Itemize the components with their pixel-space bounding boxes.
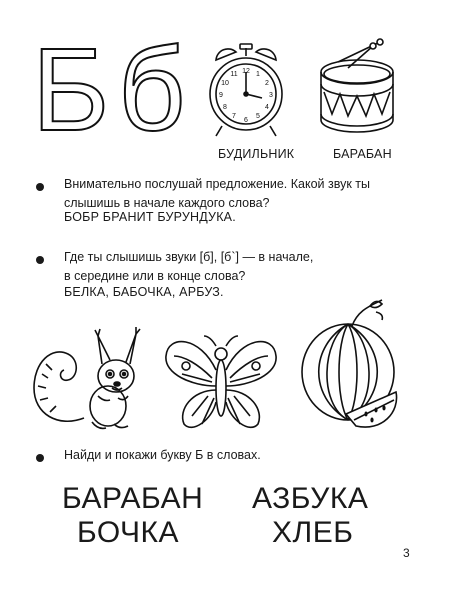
svg-text:3: 3 bbox=[269, 92, 273, 99]
task3-instruction: Найди и покажи букву Б в словах. bbox=[64, 448, 261, 462]
task1-question bbox=[64, 175, 370, 213]
svg-text:7: 7 bbox=[232, 113, 236, 120]
word-2: АЗБУКА bbox=[252, 482, 369, 515]
label-drum: БАРАБАН bbox=[333, 147, 392, 161]
task2-words: БЕЛКА, БАБОЧКА, АРБУЗ. bbox=[64, 285, 224, 299]
letter-b-uppercase: Б bbox=[32, 24, 110, 156]
svg-text:10: 10 bbox=[221, 80, 229, 87]
task2-question bbox=[64, 248, 313, 286]
task2-line1: Где ты слышишь звуки [б], [б`] — в начале, bbox=[64, 250, 314, 264]
bullet bbox=[36, 454, 44, 462]
svg-text:4: 4 bbox=[265, 104, 269, 111]
bullet bbox=[36, 256, 44, 264]
word-4: ХЛЕБ bbox=[272, 516, 354, 549]
task1-line1: Внимательно послушай предложение. Какой звук ты bbox=[64, 177, 370, 191]
letter-b-outlined bbox=[32, 24, 212, 156]
svg-text:6: 6 bbox=[244, 117, 248, 124]
squirrel-icon bbox=[28, 318, 146, 436]
task1-line2: слышишь в начале каждого слова? bbox=[64, 196, 270, 210]
letter-b-lowercase: б bbox=[118, 24, 186, 156]
task1-sentence: БОБР БРАНИТ БУРУНДУКА. bbox=[64, 210, 236, 224]
svg-text:8: 8 bbox=[223, 104, 227, 111]
svg-text:2: 2 bbox=[265, 80, 269, 87]
page-number: 3 bbox=[403, 546, 410, 560]
alarm-clock-icon bbox=[202, 42, 290, 138]
svg-text:11: 11 bbox=[230, 71, 238, 78]
svg-text:1: 1 bbox=[256, 71, 260, 78]
label-alarm-clock: БУДИЛЬНИК bbox=[218, 147, 295, 161]
drum-icon bbox=[318, 40, 396, 132]
svg-text:9: 9 bbox=[219, 92, 223, 99]
task2-line2: в середине или в конце слова? bbox=[64, 269, 246, 283]
svg-text:5: 5 bbox=[256, 113, 260, 120]
word-3: БОЧКА bbox=[77, 516, 180, 549]
watermelon-icon bbox=[296, 296, 414, 436]
butterfly-icon bbox=[162, 334, 280, 432]
svg-text:12: 12 bbox=[242, 68, 250, 75]
bullet bbox=[36, 183, 44, 191]
word-1: БАРАБАН bbox=[62, 482, 204, 515]
